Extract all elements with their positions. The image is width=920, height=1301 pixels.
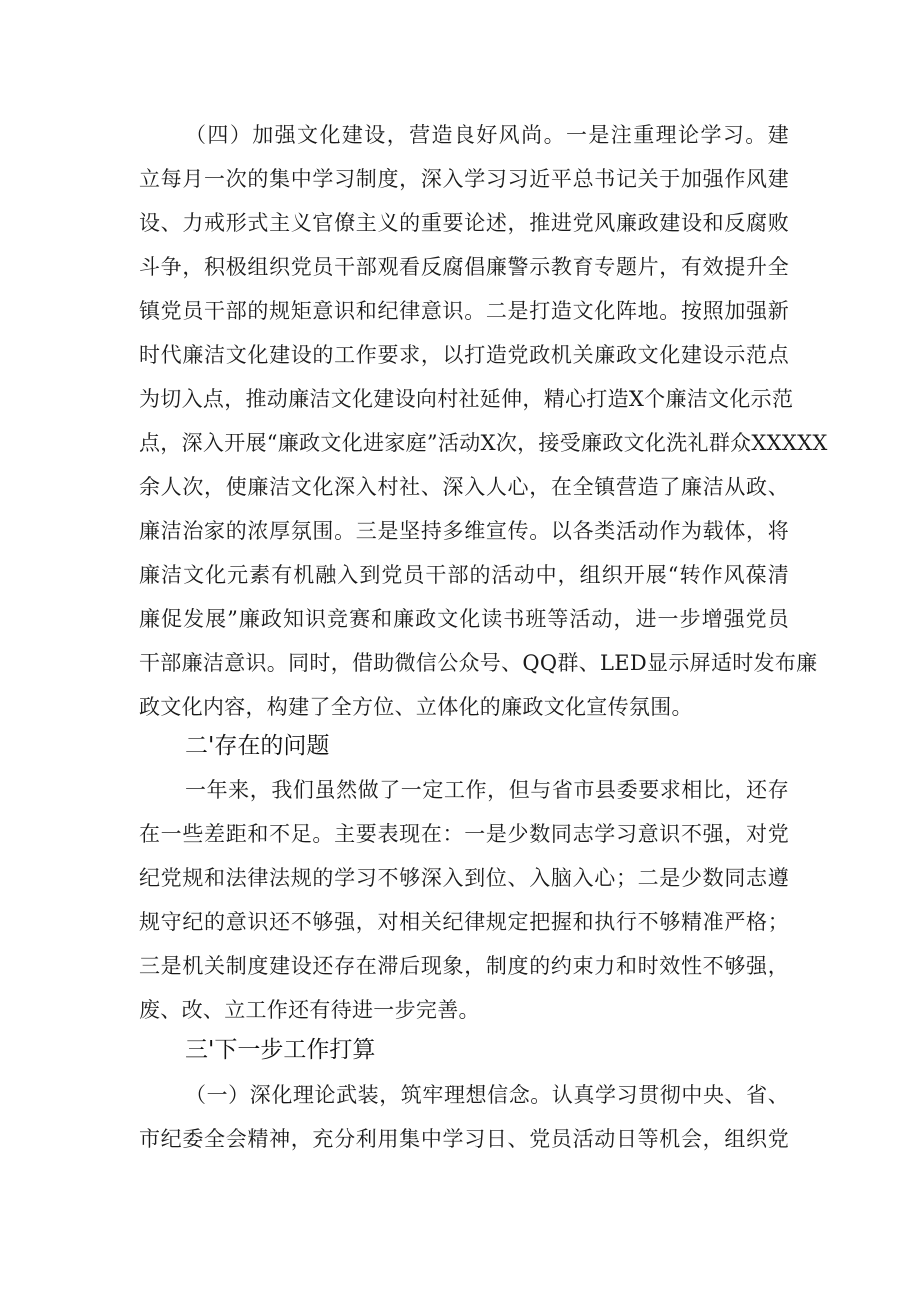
paragraph-line: 立每月一次的集中学习制度，深入学习习近平总书记关于加强作风建 <box>139 167 789 191</box>
paragraph-line: 廉洁文化元素有机融入到党员干部的活动中，组织开展“转作风葆清 <box>139 563 789 587</box>
paragraph-line: 廉促发展”廉政知识竞赛和廉政文化读书班等活动，进一步增强党员 <box>139 607 789 631</box>
paragraph-line: （一）深化理论武装，筑牢理想信念。认真学习贯彻中央、省、 <box>185 1083 789 1107</box>
paragraph-line: 废、改、立工作还有待进一步完善。 <box>139 998 480 1022</box>
paragraph-line: 政文化内容，构建了全方位、立体化的廉政文化宣传氛围。 <box>139 695 693 719</box>
paragraph-line: 市纪委全会精神，充分利用集中学习日、党员活动日等机会，组织党 <box>139 1127 789 1151</box>
paragraph-line: 点，深入开展“廉政文化进家庭”活动X次，接受廉政文化洗礼群众XXXXX <box>139 431 828 455</box>
section-heading: 二'存在的问题 <box>185 733 330 759</box>
paragraph-line: 干部廉洁意识。同时，借助微信公众号、QQ群、LED显示屏适时发布廉 <box>139 651 818 675</box>
paragraph-line: 斗争，积极组织党员干部观看反腐倡廉警示教育专题片，有效提升全 <box>139 255 789 279</box>
paragraph-line: 廉洁治家的浓厚氛围。三是坚持多维宣传。以各类活动作为载体，将 <box>139 519 789 543</box>
paragraph-line: 设、力戒形式主义官僚主义的重要论述，推进党风廉政建设和反腐败 <box>139 211 789 235</box>
paragraph-line: 为切入点，推动廉洁文化建设向村社延伸，精心打造X个廉洁文化示范 <box>139 387 794 411</box>
paragraph-line: 纪党规和法律法规的学习不够深入到位、入脑入心；二是少数同志遵 <box>139 866 789 890</box>
paragraph-line: 余人次，使廉洁文化深入村社、深入人心，在全镇营造了廉洁从政、 <box>139 475 789 499</box>
paragraph-line: 在一些差距和不足。主要表现在：一是少数同志学习意识不强，对党 <box>139 822 789 846</box>
paragraph-line: 镇党员干部的规矩意识和纪律意识。二是打造文化阵地。按照加强新 <box>139 299 789 323</box>
section-heading: 三'下一步工作打算 <box>185 1037 376 1063</box>
paragraph-line: 三是机关制度建设还存在滞后现象，制度的约束力和时效性不够强， <box>139 954 789 978</box>
paragraph-line: 一年来，我们虽然做了一定工作，但与省市县委要求相比，还存 <box>185 778 789 802</box>
paragraph-line: （四）加强文化建设，营造良好风尚。一是注重理论学习。建 <box>185 123 789 147</box>
paragraph-line: 规守纪的意识还不够强，对相关纪律规定把握和执行不够精准严格； <box>139 910 789 934</box>
paragraph-line: 时代廉洁文化建设的工作要求，以打造党政机关廉政文化建设示范点 <box>139 343 789 367</box>
